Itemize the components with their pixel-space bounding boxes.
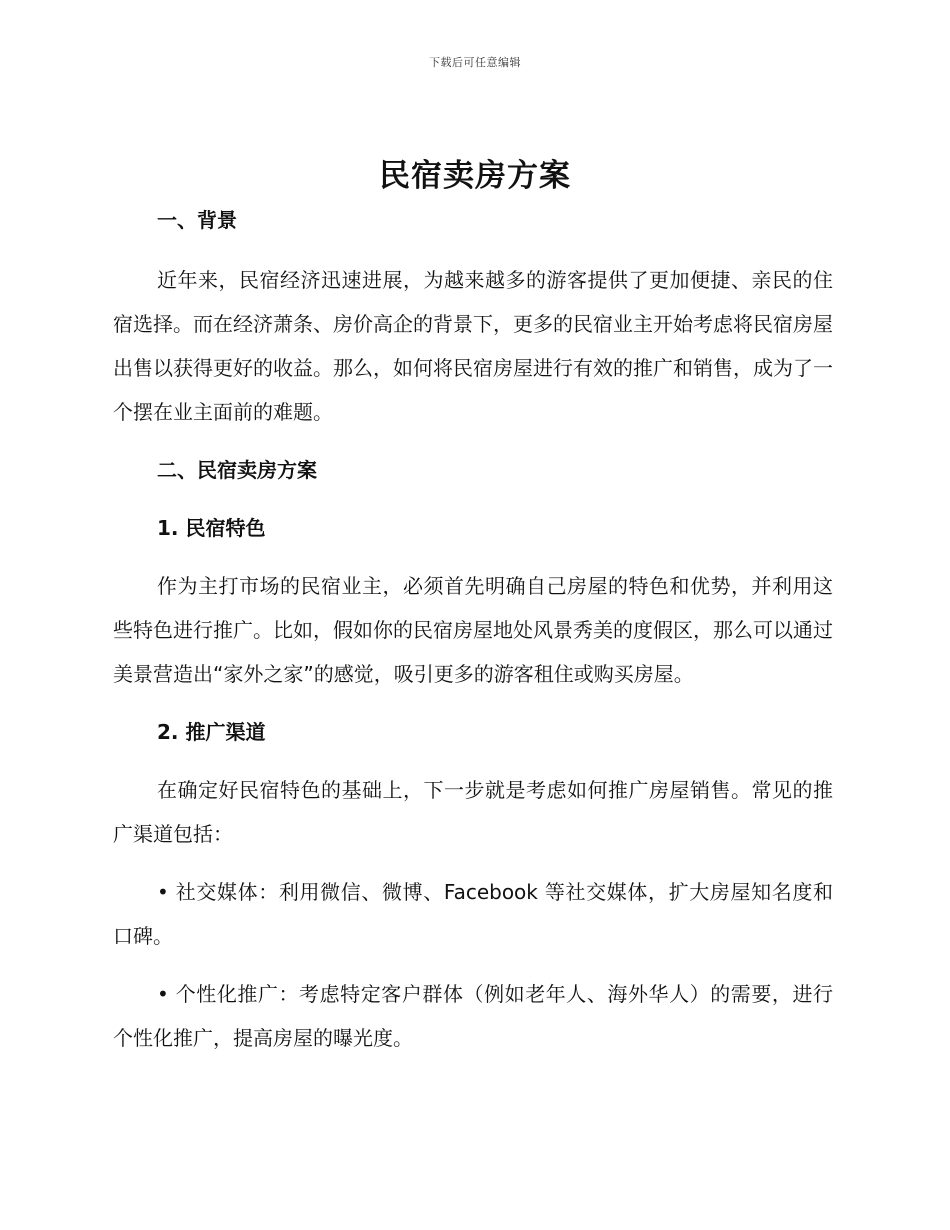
paragraph-features: 作为主打市场的民宿业主，必须首先明确自己房屋的特色和优势，并利用这些特色进行推广。比如，假如你的民宿房屋地处风景秀美的度假区，那么可以通过美景营造出“家外之家”的感觉，吸引更多的游客租住或购买房屋。 xyxy=(113,574,833,686)
section-heading-background: 一、背景 xyxy=(157,208,237,232)
subsection-heading-features: 1. 民宿特色 xyxy=(157,516,266,540)
document-body xyxy=(113,198,833,1060)
section-heading-plan: 二、民宿卖房方案 xyxy=(157,458,317,482)
header-note: 下载后可任意编辑 xyxy=(429,56,521,69)
bullet-personalized-promotion: • 个性化推广：考虑特定客户群体（例如老年人、海外华人）的需要，进行个性化推广，提高房屋的曝光度。 xyxy=(113,982,833,1050)
paragraph-channels: 在确定好民宿特色的基础上，下一步就是考虑如何推广房屋销售。常见的推广渠道包括： xyxy=(113,778,833,846)
subsection-heading-channels: 2. 推广渠道 xyxy=(157,720,266,744)
bullet-social-media: • 社交媒体：利用微信、微博、Facebook 等社交媒体，扩大房屋知名度和口碑。 xyxy=(113,880,833,948)
paragraph-background: 近年来，民宿经济迅速进展，为越来越多的游客提供了更加便捷、亲民的住宿选择。而在经济萧条、房价高企的背景下，更多的民宿业主开始考虑将民宿房屋出售以获得更好的收益。那么，如何将民宿房屋进行有效的推广和销售，成为了一个摆在业主面前的难题。 xyxy=(113,268,833,424)
document-title: 民宿卖房方案 xyxy=(379,158,571,194)
